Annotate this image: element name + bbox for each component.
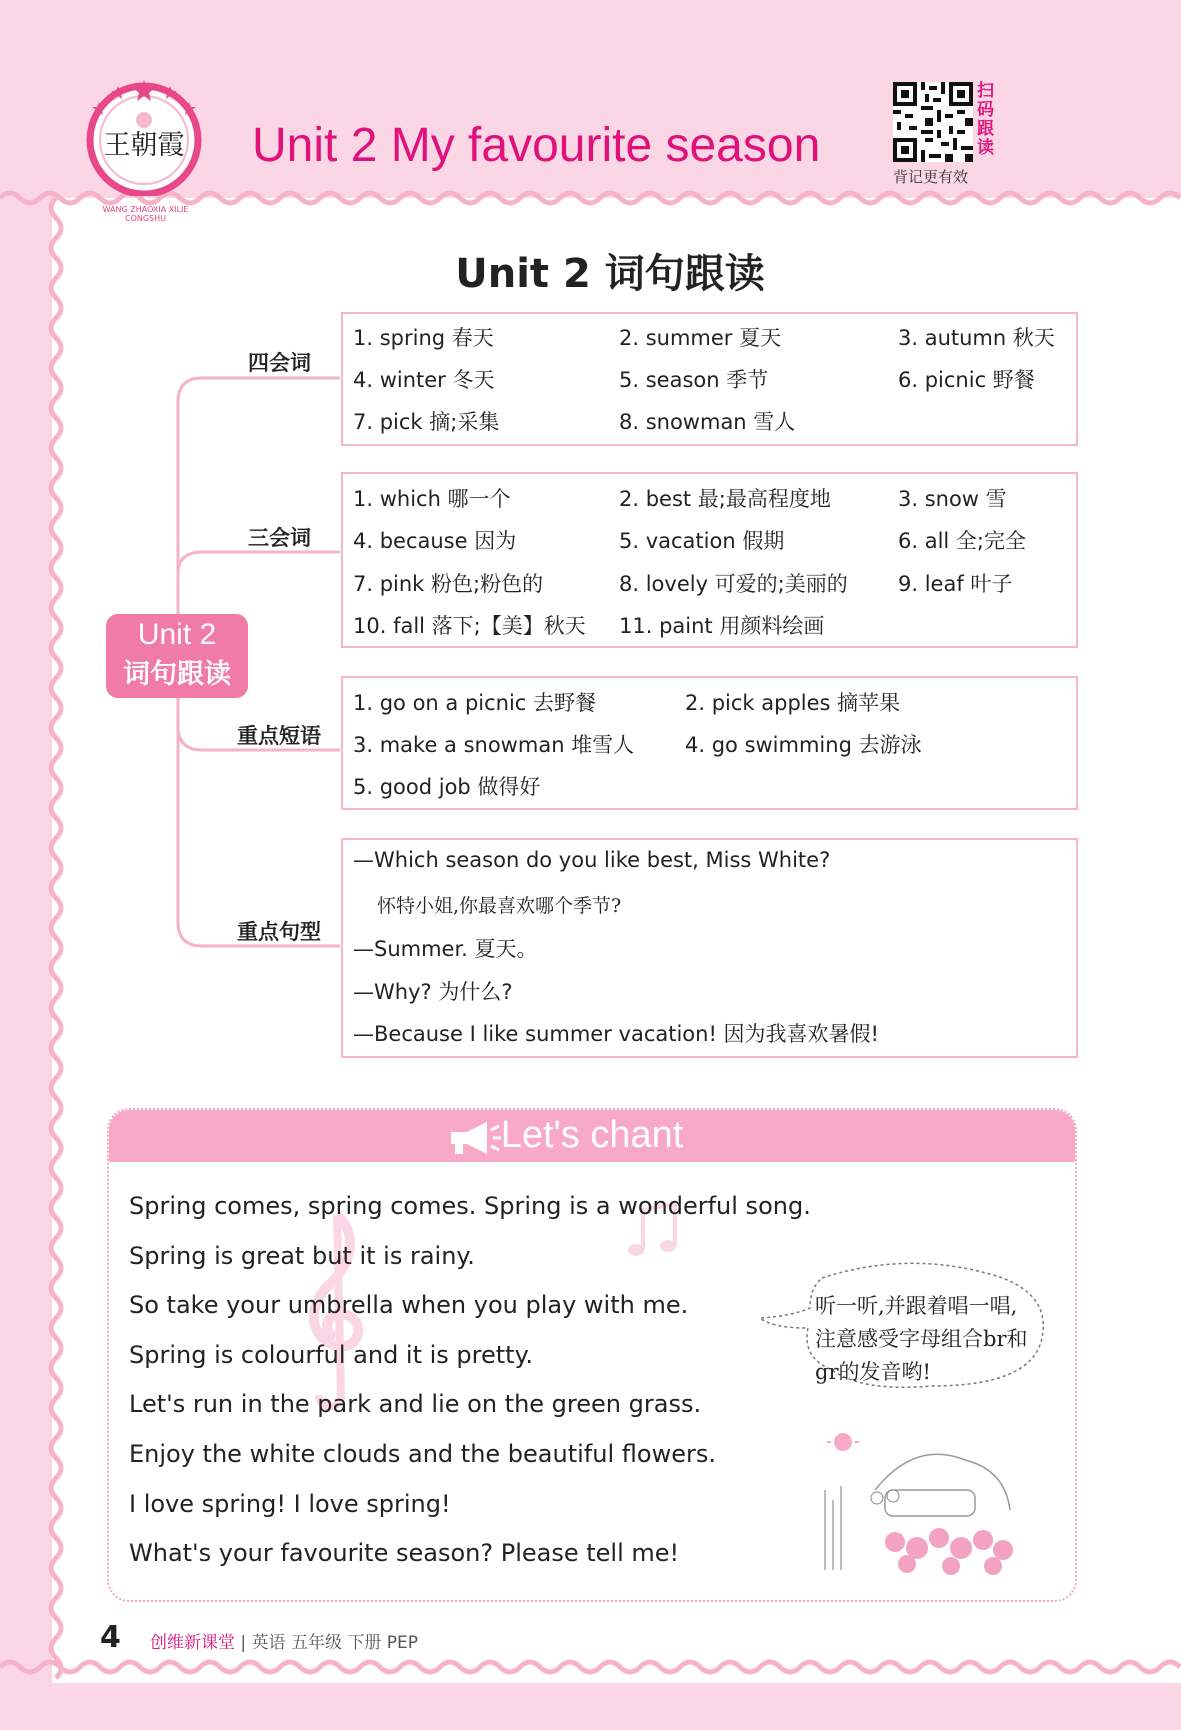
- branch-label-phrases: 重点短语: [237, 724, 321, 748]
- sentence-line: —Because I like summer vacation! 因为我喜欢暑假!: [353, 1022, 879, 1046]
- phrase-item: 5. good job 做得好: [353, 775, 541, 799]
- word-item: 6. picnic 野餐: [898, 368, 1035, 392]
- chant-line: I love spring! I love spring!: [129, 1490, 451, 1518]
- phrase-item: 2. pick apples 摘苹果: [685, 691, 901, 715]
- branch-label-four-skill: 四会词: [248, 351, 311, 375]
- sentence-line: —Summer. 夏天。: [353, 937, 538, 961]
- word-item: 5. vacation 假期: [619, 529, 785, 553]
- center-tag-line2: 词句跟读: [123, 659, 231, 690]
- word-item: 4. winter 冬天: [353, 368, 495, 392]
- section-title: Unit 2 词句跟读: [455, 251, 765, 297]
- publisher-logo-icon: [85, 78, 203, 196]
- page-title: Unit 2 My favourite season: [252, 119, 821, 172]
- word-item: 3. snow 雪: [898, 487, 1007, 511]
- word-item: 8. lovely 可爱的;美丽的: [619, 572, 848, 596]
- word-item: 1. which 哪一个: [353, 487, 511, 511]
- word-item: 7. pink 粉色;粉色的: [353, 572, 544, 596]
- center-topic-tag: [106, 614, 248, 698]
- phrase-item: 1. go on a picnic 去野餐: [353, 691, 597, 715]
- footer-series: [150, 1628, 418, 1653]
- qr-code-icon[interactable]: [893, 82, 973, 162]
- branch-label-three-skill: 三会词: [248, 526, 311, 550]
- word-item: 5. season 季节: [619, 368, 769, 392]
- logo-subtitle: WANG ZHAOXIA XILIE CONGSHU: [102, 205, 189, 223]
- word-item: 11. paint 用颜料绘画: [619, 614, 825, 638]
- center-tag-line1: Unit 2: [137, 618, 217, 651]
- chant-line: Spring is colourful and it is pretty.: [129, 1341, 534, 1369]
- phrase-item: 3. make a snowman 堆雪人: [353, 733, 635, 757]
- left-wavy-border: [44, 198, 68, 1683]
- word-item: 2. summer 夏天: [619, 326, 782, 350]
- word-item: 10. fall 落下;【美】秋天: [353, 614, 586, 638]
- word-item: 4. because 因为: [353, 529, 517, 553]
- chant-line: Let's run in the park and lie on the green grass.: [129, 1390, 702, 1418]
- chant-line: Spring is great but it is rainy.: [129, 1242, 475, 1270]
- chant-line: Enjoy the white clouds and the beautiful flowers.: [129, 1440, 716, 1468]
- spring-park-illustration: [815, 1430, 1030, 1580]
- footer-series-name: 创维新课堂: [150, 1633, 235, 1653]
- phrase-item: 4. go swimming 去游泳: [685, 733, 922, 757]
- word-item: 2. best 最;最高程度地: [619, 487, 831, 511]
- bottom-wavy-border: [0, 1655, 1181, 1679]
- word-item: 8. snowman 雪人: [619, 410, 796, 434]
- page-number: 4: [100, 1620, 121, 1655]
- sentence-line: —Which season do you like best, Miss White?: [353, 848, 831, 872]
- bubble-instruction: 听一听,并跟着唱一唱,注意感受字母组合br和gr的发音哟!: [815, 1294, 1028, 1384]
- sentence-translation: 怀特小姐,你最喜欢哪个季节?: [377, 895, 622, 917]
- word-item: 9. leaf 叶子: [898, 572, 1013, 596]
- word-item: 6. all 全;完全: [898, 529, 1026, 553]
- chant-line: What's your favourite season? Please tell me!: [129, 1539, 680, 1567]
- word-item: 1. spring 春天: [353, 326, 494, 350]
- footer-book-info: | 英语 五年级 下册 PEP: [240, 1633, 418, 1653]
- svg-text:王朝霞: 王朝霞: [103, 130, 185, 161]
- sentence-line: —Why? 为什么?: [353, 980, 513, 1004]
- chant-line: Spring comes, spring comes. Spring is a wonderful song.: [129, 1192, 811, 1220]
- chant-title: Let's chant: [500, 1114, 684, 1156]
- scan-to-read-label: 扫码跟读: [977, 81, 994, 158]
- chant-line: So take your umbrella when you play with me.: [129, 1291, 689, 1319]
- word-item: 7. pick 摘;采集: [353, 410, 500, 434]
- word-item: 3. autumn 秋天: [898, 326, 1055, 350]
- qr-caption: 背记更有效: [893, 168, 969, 186]
- branch-label-sentences: 重点句型: [237, 920, 321, 944]
